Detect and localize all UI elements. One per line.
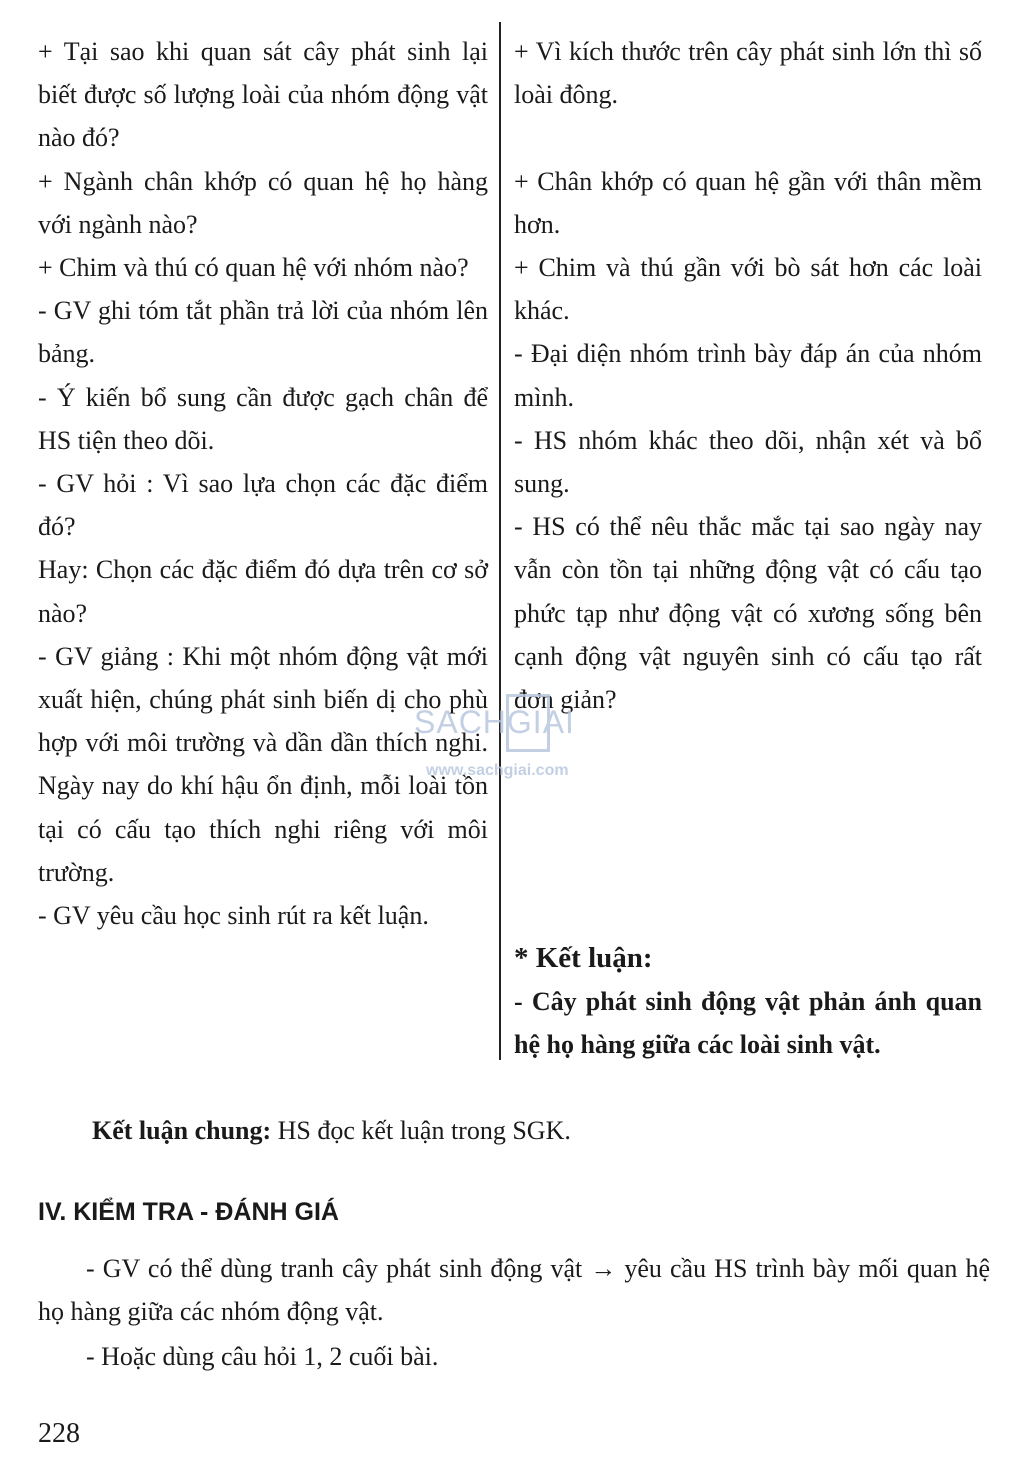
row-spacer: [514, 851, 982, 894]
general-conclusion-text: HS đọc kết luận trong SGK.: [271, 1116, 571, 1145]
general-conclusion-label: Kết luận chung:: [92, 1116, 272, 1145]
row-spacer: [514, 808, 982, 851]
teacher-lecture: - GV giảng : Khi một nhóm động vật mới xuất hiện, chúng phát sinh biến dị cho phù hợp với môi trường và dần dần thích nghi. Ngày nay do khí hậu ổn định, mỗi loài tồn tại có cấu tạo thích nghi riêng với môi trường.: [38, 641, 488, 887]
section-heading: IV. KIỂM TRA - ĐÁNH GIÁ: [38, 1198, 339, 1226]
teacher-question-2: + Ngành chân khớp có quan hệ họ hàng với ngành nào?: [38, 166, 488, 239]
row-spacer: [514, 116, 982, 159]
conclusion-title: * Kết luận:: [514, 942, 653, 975]
section-paragraph-1: - GV có thể dùng tranh cây phát sinh động vật → yêu cầu HS trình bày mối quan hệ họ hàng giữa các nhóm động vật.: [38, 1254, 990, 1326]
conclusion-text: - Cây phát sinh động vật phản ánh quan hệ họ hàng giữa các loài sinh vật.: [514, 987, 982, 1060]
row-spacer: [514, 894, 982, 937]
general-conclusion: [92, 1116, 571, 1146]
teacher-ask-basis: Hay: Chọn các đặc điểm đó dựa trên cơ sở nào?: [38, 555, 488, 628]
teacher-question-3: + Chim và thú có quan hệ với nhóm nào?: [38, 253, 469, 283]
student-group-present: - Đại diện nhóm trình bày đáp án của nhóm mình.: [514, 339, 982, 412]
page-number: 228: [38, 1418, 80, 1449]
row-spacer: [514, 764, 982, 807]
watermark-brand: SACHGIAI: [414, 704, 575, 740]
row-spacer: [514, 721, 982, 764]
student-activities-column: [514, 30, 982, 1067]
section-paragraph-2: - Hoặc dùng câu hỏi 1, 2 cuối bài.: [86, 1342, 439, 1371]
student-question: - HS có thể nêu thắc mắc tại sao ngày nay vẫn còn tồn tại những động vật có cấu tạo phức tạp như động vật có xương sống bên cạnh động vật nguyên sinh có cấu tạo rất đơn giản?: [514, 512, 982, 715]
student-answer-2: + Chân khớp có quan hệ gần với thân mềm hơn.: [514, 166, 982, 239]
student-group-review: - HS nhóm khác theo dõi, nhận xét và bổ sung.: [514, 425, 982, 499]
teacher-request-conclusion: - GV yêu cầu học sinh rút ra kết luận.: [38, 901, 429, 931]
teacher-note-summary: - GV ghi tóm tắt phần trả lời của nhóm lên bảng.: [38, 296, 488, 369]
teacher-question-1: + Tại sao khi quan sát cây phát sinh lại biết được số lượng loài của nhóm động vật nào đó?: [38, 37, 488, 153]
student-answer-1: + Vì kích thước trên cây phát sinh lớn thì số loài đông.: [514, 37, 982, 110]
teacher-activities-column: [38, 30, 488, 937]
teacher-note-underline: - Ý kiến bổ sung cần được gạch chân để HS tiện theo dõi.: [38, 382, 488, 455]
watermark-url: www.sachgiai.com: [426, 762, 569, 779]
table-column-divider: [499, 22, 501, 1060]
teacher-ask-why: - GV hỏi : Vì sao lựa chọn các đặc điểm đó?: [38, 469, 488, 542]
student-answer-3: + Chim và thú gần với bò sát hơn các loài khác.: [514, 253, 982, 326]
